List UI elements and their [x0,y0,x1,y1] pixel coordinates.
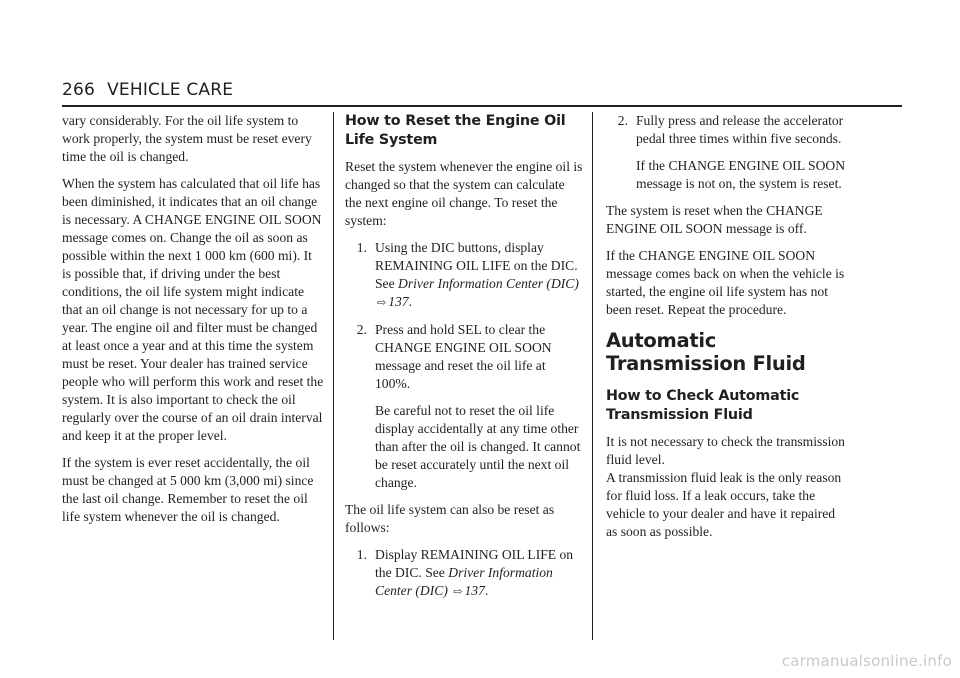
paragraph: If the CHANGE ENGINE OIL SOON message comes back on when the vehicle is started, the engine oil life system has not been reset. Repeat the procedure. [606,248,845,317]
paragraph: When the system has calculated that oil life has been diminished, it indicates that an oil change is necessary. A CHANGE ENGINE OIL SOON message comes on. Change the oil as soon as possible within the next 1 000 km (600 mi). It is possible that, if driving under the best conditions, the oil life system might indicate that an oil change is not necessary for up to a year. The engine oil and filter must be changed at least once a year and at this time the system must be reset. Your dealer has trained service people who will perform this work and reset the system. It is also important to check the oil regularly over the course of an oil drain interval and keep it at the proper level. [62,176,324,443]
paragraph: Reset the system whenever the engine oil is changed so that the system can calculate the next engine oil change. To reset the system: [345,159,583,228]
page-reference-icon: ⇨ [377,297,387,309]
list-item [606,112,846,193]
step-text: Display REMAINING OIL LIFE on the DIC. See [375,547,574,580]
step-number: 1. [356,240,367,255]
page-reference[interactable]: 137 [388,294,409,309]
step-note: Be careful not to reset the oil life display accidentally at any time other than after the oil is changed. It cannot be reset accurately until the next oil change. [375,403,581,490]
column-divider [592,112,593,640]
step-text: Using the DIC buttons, display REMAINING OIL LIFE on the DIC. See [375,240,578,291]
list-item [345,321,583,492]
chapter-heading: Automatic Transmission Fluid [606,329,806,375]
section-heading: How to Reset the Engine Oil Life System [345,113,566,148]
paragraph: If the system is ever reset accidentally, the oil must be changed at 5 000 km (3,000 mi) since the last oil change. Remember to reset the oil life system whenever the oil is changed. [62,455,314,524]
paragraph: It is not necessary to check the transmission fluid level. [606,434,845,467]
cross-reference-link[interactable]: Driver Information Center (DIC) [398,276,579,291]
column-1 [62,112,324,535]
watermark: carmanualsonline.info [781,652,952,670]
header-rule [62,105,902,107]
section-title: VEHICLE CARE [107,80,234,100]
column-2 [345,112,583,610]
column-3 [606,112,846,550]
cross-reference-link[interactable]: Driver Information Center (DIC) [375,565,553,598]
section-heading: How to Check Automatic Transmission Fluid [606,388,800,423]
step-number: 2. [617,113,628,128]
step-number: 1. [356,547,367,562]
step-number: 2. [356,322,367,337]
step-note: If the CHANGE ENGINE OIL SOON message is not on, the system is reset. [636,158,846,191]
page-number: 266 [62,80,96,100]
paragraph: vary considerably. For the oil life system to work properly, the system must be reset every time the oil is changed. [62,113,312,164]
paragraph: The oil life system can also be reset as follows: [345,502,555,535]
page-reference-icon: ⇨ [453,586,463,598]
page-reference[interactable]: 137 [464,583,485,598]
step-text: Fully press and release the accelerator pedal three times within five seconds. [636,113,844,146]
column-divider [333,112,334,640]
list-item: 1. Display REMAINING OIL LIFE on the DIC. See Driver Information Center (DIC) ⇨ 137. [345,546,583,601]
list-item: 1. Using the DIC buttons, display REMAINING OIL LIFE on the DIC. See Driver Information Center (DIC) ⇨ 137. [345,239,583,312]
paragraph: The system is reset when the CHANGE ENGINE OIL SOON message is off. [606,203,823,236]
paragraph: A transmission fluid leak is the only reason for fluid loss. If a leak occurs, take the vehicle to your dealer and have it repaired as soon as possible. [606,470,842,539]
page-header [62,80,233,100]
step-text: Press and hold SEL to clear the CHANGE ENGINE OIL SOON message and reset the oil life at 100%. [375,322,552,391]
